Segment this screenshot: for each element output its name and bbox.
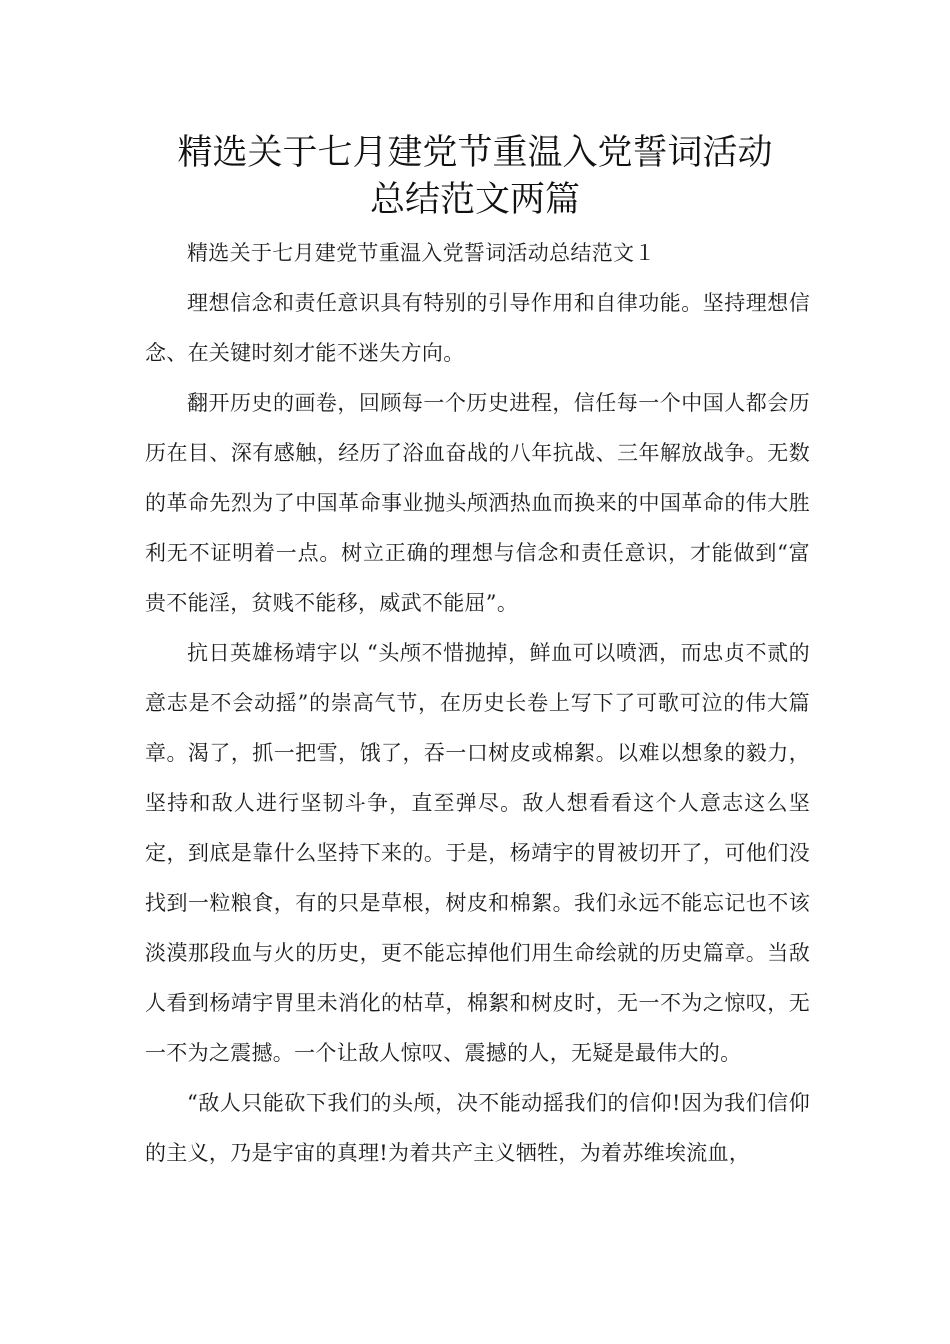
document-title-line-2: 总结范文两篇 — [369, 180, 580, 220]
paragraph-4: “敌人只能砍下我们的头颅，决不能动摇我们的信仰!因为我们信仰的主义，乃是宇宙的真理!为着共产主义牺牲，为着苏维埃流血， — [145, 1091, 810, 1165]
subheading: 精选关于七月建党节重温入党誓词活动总结范文１ — [187, 241, 656, 265]
document-body — [145, 228, 810, 1178]
paragraph-3: 抗日英雄杨靖宇以 “头颅不惜抛掉，鲜血可以喷洒，而忠贞不贰的意志是不会动摇”的崇高气节，在历史长卷上写下了可歌可泣的伟大篇章。渴了，抓一把雪，饿了，吞一口树皮或棉絮。以难以想象的毅力，坚持和敌人进行坚韧斗争，直至弹尽。敌人想看看这个人意志这么坚定，到底是靠什么坚持下来的。于是，杨靖宇的胃被切开了，可他们没找到一粒粮食，有的只是草根，树皮和棉絮。我们永远不能忘记也不该淡漠那段血与火的历史，更不能忘掉他们用生命绘就的历史篇章。当敌人看到杨靖宇胃里未消化的枯草，棉絮和树皮时，无一不为之惊叹，无一不为之震撼。一个让敌人惊叹、震撼的人，无疑是最伟大的。 — [145, 641, 810, 1065]
paragraph-1: 理想信念和责任意识具有特别的引导作用和自律功能。坚持理想信念、在关键时刻才能不迷失方向。 — [145, 291, 810, 365]
paragraph-2: 翻开历史的画卷，回顾每一个历史进程，信任每一个中国人都会历历在目、深有感触，经历了浴血奋战的八年抗战、三年解放战争。无数的革命先烈为了中国革命事业抛头颅洒热血而换来的中国革命的伟大胜利无不证明着一点。树立正确的理想与信念和责任意识，才能做到“富贵不能淫，贫贱不能移，威武不能屈”。 — [145, 391, 810, 615]
document-title-line-1: 精选关于七月建党节重温入党誓词活动 — [177, 133, 773, 173]
